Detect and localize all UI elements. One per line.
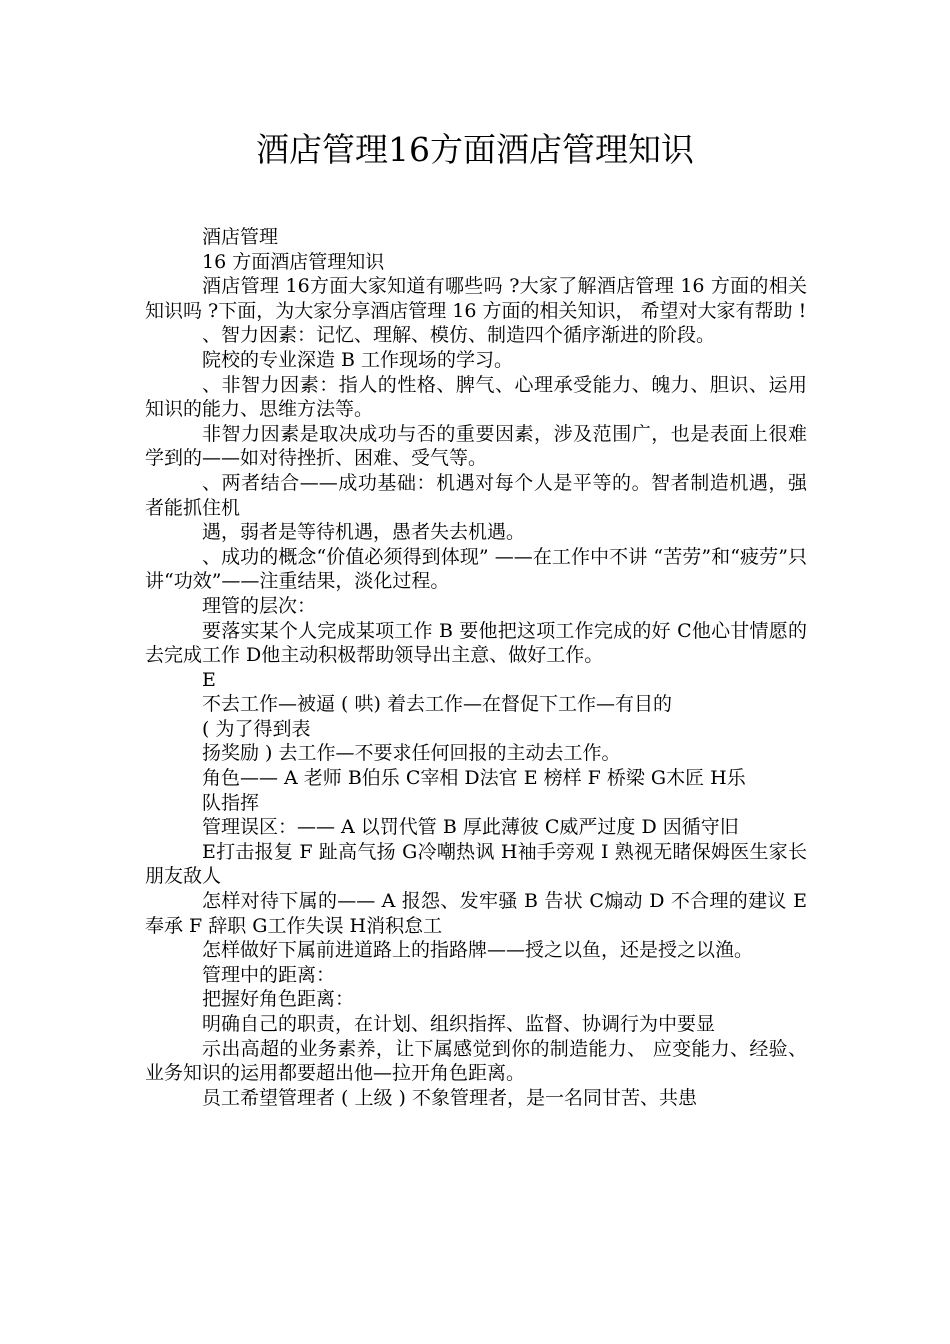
paragraph: 明确自己的职责，在计划、组织指挥、监督、协调行为中要显 <box>202 1013 716 1035</box>
paragraph: 遇，弱者是等待机遇，愚者失去机遇。 <box>202 521 526 544</box>
paragraph: 酒店管理 <box>202 226 279 248</box>
paragraph: E <box>202 668 216 691</box>
paragraph: 管理误区：—— A 以罚代管 B 厚此薄彼 C威严过度 D 因循守旧 <box>202 816 739 839</box>
paragraph: 酒店管理 16方面大家知道有哪些吗 ?大家了解酒店管理 16 方面的相关知识吗 ?下面，为大家分享酒店管理 16 方面的相关知识， 希望对大家有帮助 ! <box>145 275 807 322</box>
paragraph: 16 方面酒店管理知识 <box>202 250 385 273</box>
paragraph: 示出高超的业务素养，让下属感觉到你的制造能力、 应变能力、经验、业务知识的运用都要超出他—拉开角色距离。 <box>145 1037 807 1085</box>
paragraph: 、智力因素：记忆、理解、模仿、制造四个循序渐进的阶段。 <box>202 324 716 347</box>
paragraph: 、非智力因素：指人的性格、脾气、心理承受能力、魄力、胆识、运用知识的能力、思维方法等。 <box>145 373 807 421</box>
document-title: 酒店管理16方面酒店管理知识 <box>256 130 694 169</box>
paragraph: 队指挥 <box>202 791 260 814</box>
paragraph: 把握好角色距离： <box>202 988 355 1011</box>
paragraph: 怎样做好下属前进道路上的指路牌——授之以鱼，还是授之以渔。 <box>202 939 754 962</box>
paragraph: 不去工作—被逼 ( 哄) 着去工作—在督促下工作—有目的 <box>202 693 672 716</box>
paragraph: ( 为了得到表 <box>202 717 311 740</box>
paragraph: 员工希望管理者 ( 上级 ) 不象管理者，是一名同甘苦、共患 <box>202 1086 697 1109</box>
paragraph: 、两者结合——成功基础：机遇对每个人是平等的。智者制造机遇，强者能抓住机 <box>145 471 807 519</box>
paragraph: 管理中的距离： <box>202 963 336 986</box>
paragraph: 扬奖励 ) 去工作—不要求任何回报的主动去工作。 <box>202 742 621 765</box>
paragraph: 非智力因素是取决成功与否的重要因素，涉及范围广，也是表面上很难学到的——如对待挫折、困难、受气等。 <box>145 422 807 470</box>
paragraph: 怎样对待下属的—— A 报怨、发牢骚 B 告状 C煽动 D 不合理的建议 E 奉承 F 辞职 G工作失误 H消积怠工 <box>145 890 807 937</box>
paragraph: 要落实某个人完成某项工作 B 要他把这项工作完成的好 C他心甘情愿的去完成工作 D他主动积极帮助领导出主意、做好工作。 <box>145 619 807 667</box>
document-body <box>145 225 807 1110</box>
paragraph: 理管的层次： <box>202 594 317 617</box>
paragraph: E打击报复 F 趾高气扬 G冷嘲热讽 H袖手旁观 I 熟视无睹保姆医生家长朋友敌人 <box>145 840 807 888</box>
paragraph: 院校的专业深造 B 工作现场的学习。 <box>202 348 514 371</box>
paragraph: 角色—— A 老师 B伯乐 C宰相 D法官 E 榜样 F 桥梁 G木匠 H乐 <box>202 767 746 790</box>
paragraph: 、成功的概念“价值必须得到体现” ——在工作中不讲 “苦劳”和“疲劳”只讲“功效”——注重结果，淡化过程。 <box>145 545 807 593</box>
